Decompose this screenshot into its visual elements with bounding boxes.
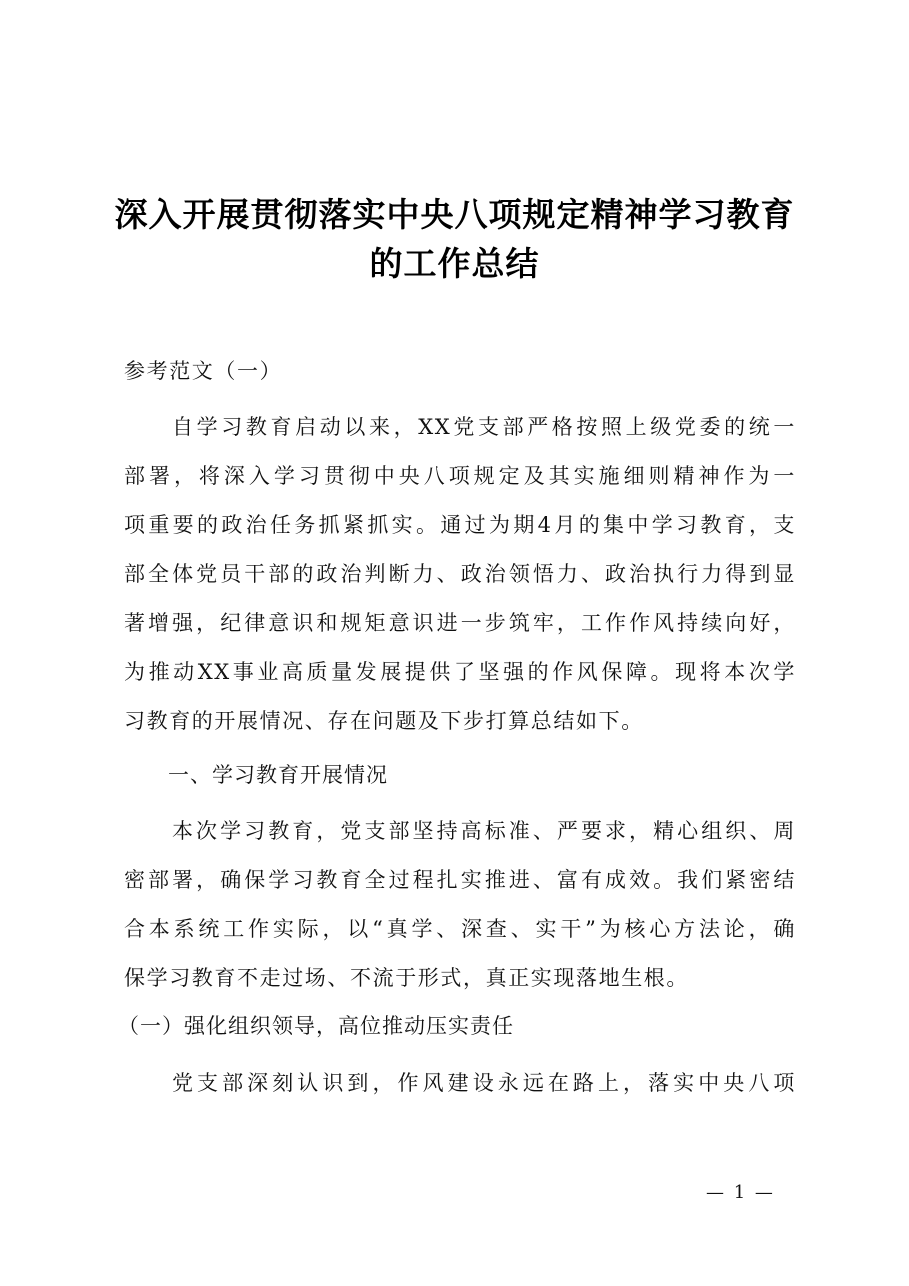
document-subtitle: 参考范文（一） bbox=[124, 359, 283, 383]
paragraph-1-line: 项重要的政治任务抓紧抓实。通过为期4月的集中学习教育，支 bbox=[124, 513, 796, 537]
document-title-line-2: 的工作总结 bbox=[369, 244, 540, 283]
document-title-line-1: 深入开展贯彻落实中央八项规定精神学习教育 bbox=[114, 195, 795, 234]
section-heading-1: 一、学习教育开展情况 bbox=[168, 763, 388, 787]
paragraph-1-line: 习教育的开展情况、存在问题及下步打算总结如下。 bbox=[124, 709, 644, 733]
paragraph-2-line: 密部署，确保学习教育全过程扎实推进、富有成效。我们紧密结 bbox=[124, 868, 796, 892]
paragraph-1-line: 自学习教育启动以来，XX党支部严格按照上级党委的统一 bbox=[172, 415, 796, 439]
page-number: — 1 — bbox=[706, 1182, 775, 1203]
paragraph-1-line: 部署，将深入学习贯彻中央八项规定及其实施细则精神作为一 bbox=[124, 464, 796, 488]
paragraph-3-line: 党支部深刻认识到，作风建设永远在路上，落实中央八项 bbox=[172, 1071, 796, 1095]
subsection-heading-1: （一）强化组织领导，高位推动压实责任 bbox=[118, 1014, 514, 1038]
paragraph-2-line: 本次学习教育，党支部坚持高标准、严要求，精心组织、周 bbox=[172, 819, 796, 843]
paragraph-1-line: 为推动XX事业高质量发展提供了坚强的作风保障。现将本次学 bbox=[124, 660, 796, 684]
paragraph-1-line: 部全体党员干部的政治判断力、政治领悟力、政治执行力得到显 bbox=[124, 562, 796, 586]
paragraph-1-line: 著增强，纪律意识和规矩意识进一步筑牢，工作作风持续向好， bbox=[124, 611, 796, 635]
paragraph-2-line: 保学习教育不走过场、不流于形式，真正实现落地生根。 bbox=[124, 966, 689, 990]
paragraph-2-line: 合本系统工作实际，以“真学、深查、实干”为核心方法论，确 bbox=[124, 917, 796, 941]
